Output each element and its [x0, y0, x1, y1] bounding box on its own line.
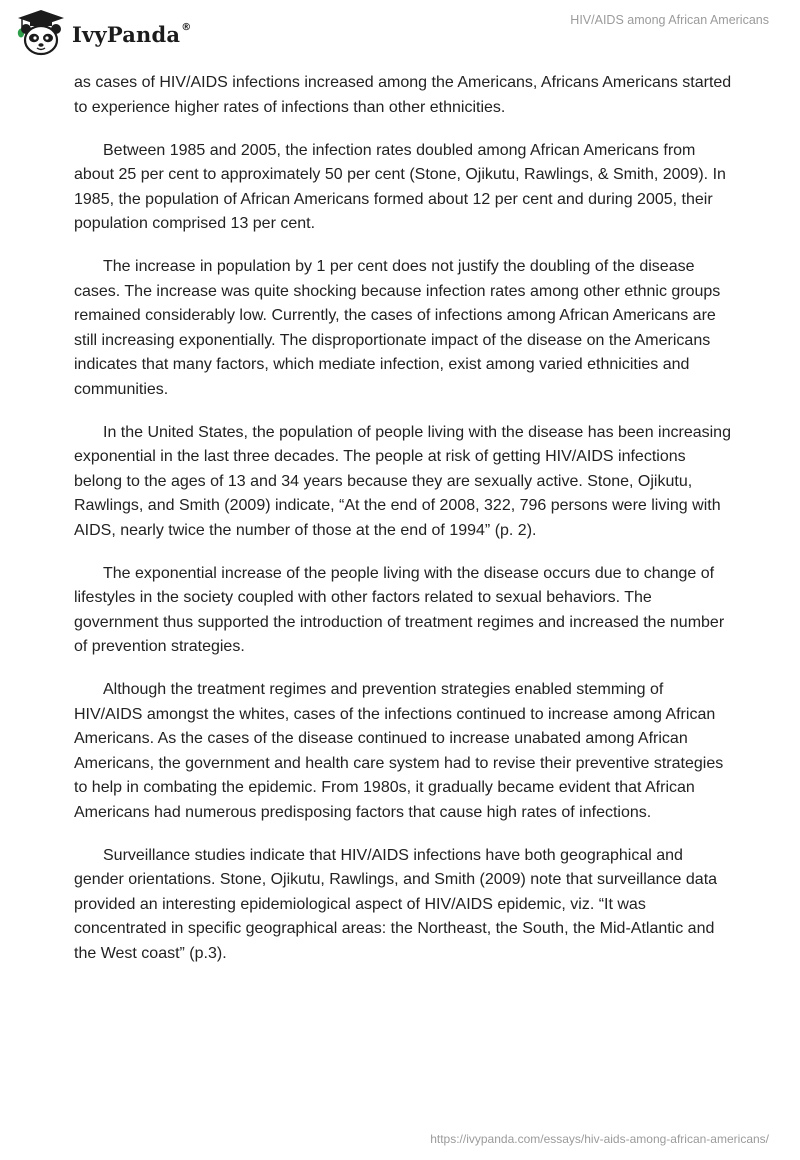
paragraph: The exponential increase of the people living with the disease occurs due to change of lifestyles in the society coupled with other factors related to sexual behaviors. The government thus supported the introduction of treatment regimes and increased the number of prevention strategies.: [74, 564, 725, 655]
essay-body: [74, 71, 734, 985]
ivypanda-logo[interactable]: [14, 8, 191, 58]
panda-graduate-icon: [14, 8, 68, 58]
paragraph: The increase in population by 1 per cent does not justify the doubling of the disease cases. The increase was quite shocking because infection rates among other ethnic groups remained considerably low. Currently, the cases of infections among African Americans are still increasing exponentially. The disproportionate impact of the disease on the Americans indicates that many factors, which mediate infection, exist among varied ethnicities and communities.: [74, 258, 721, 398]
page-header: [0, 0, 800, 64]
paragraph: Surveillance studies indicate that HIV/AIDS infections have both geographical and gender orientations. Stone, Ojikutu, Rawlings, and Smith (2009) note that surveillance data provided an interesting epidemiological aspect of HIV/AIDS epidemic, viz. “It was concentrated in specific geographical areas: the Northeast, the South, the Mid-Atlantic and the West coast” (p.3).: [74, 846, 718, 962]
paragraph: In the United States, the population of people living with the disease has been increasing exponential in the last three decades. The people at risk of getting HIV/AIDS infections belong to the ages of 13 and 34 years because they are sexually active. Stone, Ojikutu, Rawlings, and Smith (2009) indicate, “At the end of 2008, 322, 796 persons were living with AIDS, nearly twice the number of those at the end of 1994” (p. 2).: [74, 423, 731, 539]
document-title: HIV/AIDS among African Americans: [570, 13, 769, 27]
source-url-link[interactable]: https://ivypanda.com/essays/hiv-aids-among-african-americans/: [430, 1132, 769, 1146]
logo-wordmark: IvyPanda®: [72, 21, 192, 47]
paragraph: Although the treatment regimes and prevention strategies enabled stemming of HIV/AIDS amongst the whites, cases of the infections continued to increase among African Americans. As the cases of the disease continued to increase unabated among African Americans, the government and health care system had to revise their preventive strategies to help in combating the epidemic. From 1980s, it gradually became evident that African Americans had numerous predisposing factors that cause high rates of infections.: [74, 681, 724, 821]
paragraph: Between 1985 and 2005, the infection rates doubled among African Americans from about 25 per cent to approximately 50 per cent (Stone, Ojikutu, Rawlings, & Smith, 2009). In 1985, the population of African Americans formed about 12 per cent and during 2005, their population comprised 13 per cent.: [74, 141, 726, 232]
paragraph: as cases of HIV/AIDS infections increased among the Americans, Africans Americans started to experience higher rates of infections than other ethnicities.: [74, 74, 732, 116]
